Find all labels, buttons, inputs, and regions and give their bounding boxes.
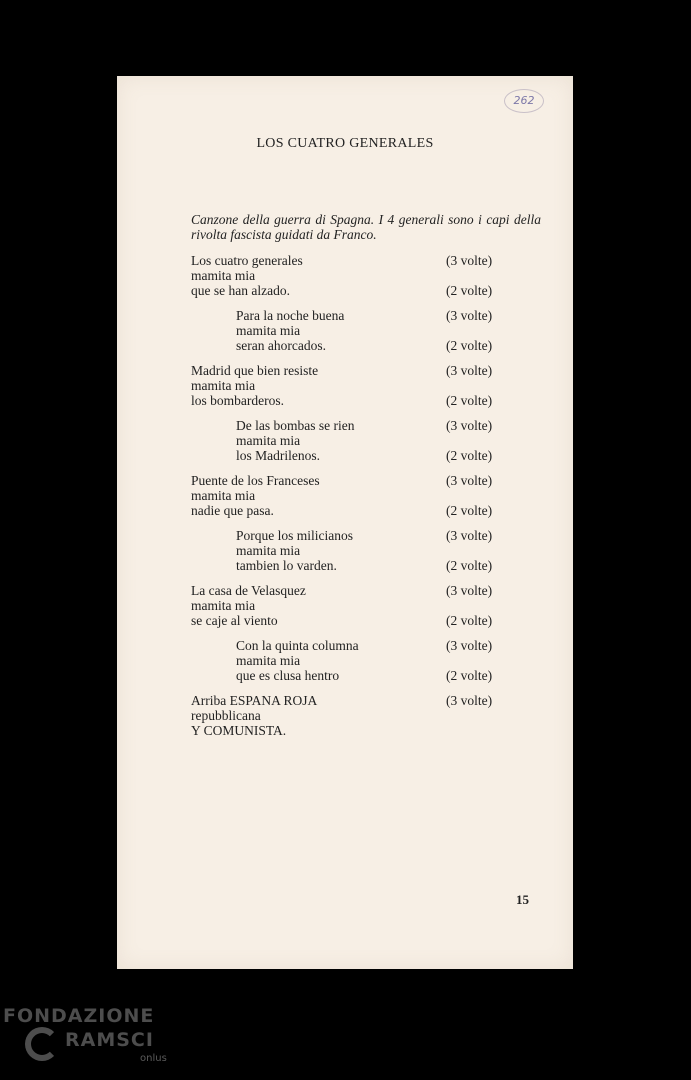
lyric-text: Arriba ESPANA ROJA	[191, 693, 318, 708]
lyric-line	[236, 668, 531, 683]
lyric-line	[236, 323, 531, 338]
lyric-text: Para la noche buena	[236, 308, 345, 323]
page-number: 15	[516, 892, 529, 907]
repeat-count: (2 volte)	[446, 668, 493, 683]
stanza	[191, 418, 531, 463]
lyric-text: mamita mia	[236, 323, 301, 338]
repeat-count: (2 volte)	[446, 503, 493, 518]
lyric-line	[236, 638, 531, 653]
song-title: LOS CUATRO GENERALES	[256, 136, 434, 151]
repeat-count: (2 volte)	[446, 558, 493, 573]
repeat-count: (2 volte)	[446, 283, 493, 298]
lyric-text: mamita mia	[191, 378, 256, 393]
repeat-count: (3 volte)	[446, 308, 493, 323]
lyric-text: seran ahorcados.	[236, 338, 326, 353]
lyric-text: que se han alzado.	[191, 283, 290, 298]
lyric-text: Con la quinta columna	[236, 638, 359, 653]
lyric-text: Puente de los Franceses	[191, 473, 320, 488]
lyric-line	[191, 598, 531, 613]
lyric-text: que es clusa hentro	[236, 668, 340, 683]
lyric-line	[191, 268, 531, 283]
lyric-line	[191, 473, 531, 488]
repeat-count: (3 volte)	[446, 638, 493, 653]
repeat-count: (2 volte)	[446, 393, 493, 408]
lyric-text: Madrid que bien resiste	[191, 363, 319, 378]
lyric-line	[191, 488, 531, 503]
lyric-line	[191, 378, 531, 393]
repeat-count: (3 volte)	[446, 693, 493, 708]
repeat-count: (2 volte)	[446, 613, 493, 628]
lyric-text: Los cuatro generales	[191, 253, 303, 268]
logo-subtitle: onlus	[140, 1053, 167, 1064]
stanza	[191, 528, 531, 573]
document-page	[117, 76, 573, 969]
lyric-text: los bombarderos.	[191, 393, 284, 408]
lyric-line	[236, 308, 531, 323]
lyric-line	[236, 338, 531, 353]
lyric-line	[191, 708, 531, 723]
lyric-text: mamita mia	[191, 268, 256, 283]
lyric-text: mamita mia	[191, 488, 256, 503]
lyric-line	[191, 693, 531, 708]
lyric-text: La casa de Velasquez	[191, 583, 306, 598]
lyric-line	[191, 253, 531, 268]
lyric-line	[191, 503, 531, 518]
lyric-line	[236, 558, 531, 573]
stanza	[191, 253, 531, 298]
lyric-text: Y COMUNISTA.	[191, 723, 287, 738]
fondazione-gramsci-logo	[3, 1005, 173, 1075]
repeat-count: (3 volte)	[446, 528, 493, 543]
stanza	[191, 638, 531, 683]
lyric-line	[236, 653, 531, 668]
lyric-line	[236, 448, 531, 463]
stanza	[191, 473, 531, 518]
lyric-text: tambien lo varden.	[236, 558, 337, 573]
lyric-text: mamita mia	[191, 598, 256, 613]
logo-line1: FONDAZIONE	[3, 1005, 155, 1027]
repeat-count: (3 volte)	[446, 363, 493, 378]
stanza	[191, 363, 531, 408]
stanza	[191, 583, 531, 628]
repeat-count: (2 volte)	[446, 448, 493, 463]
lyric-line	[236, 543, 531, 558]
lyric-line	[191, 583, 531, 598]
lyric-text: mamita mia	[236, 433, 301, 448]
stanza	[191, 308, 531, 353]
lyric-text: se caje al viento	[191, 613, 278, 628]
repeat-count: (3 volte)	[446, 253, 493, 268]
lyric-text: De las bombas se rien	[236, 418, 355, 433]
lyric-line	[236, 528, 531, 543]
lyric-line	[191, 393, 531, 408]
lyric-line	[236, 433, 531, 448]
lyric-text: nadie que pasa.	[191, 503, 274, 518]
repeat-count: (2 volte)	[446, 338, 493, 353]
stanza	[191, 693, 531, 738]
lyric-line	[191, 363, 531, 378]
lyric-text: repubblicana	[191, 708, 261, 723]
lyric-line	[236, 418, 531, 433]
logo-g-icon	[25, 1027, 59, 1061]
lyric-line	[191, 613, 531, 628]
lyric-line	[191, 283, 531, 298]
lyric-text: mamita mia	[236, 543, 301, 558]
archive-number-stamp: 262	[504, 89, 544, 113]
repeat-count: (3 volte)	[446, 418, 493, 433]
repeat-count: (3 volte)	[446, 583, 493, 598]
song-lyrics	[191, 253, 531, 748]
lyric-text: los Madrilenos.	[236, 448, 320, 463]
repeat-count: (3 volte)	[446, 473, 493, 488]
lyric-text: mamita mia	[236, 653, 301, 668]
lyric-text: Porque los milicianos	[236, 528, 353, 543]
intro-text: Canzone della guerra di Spagna. I 4 generali sono i capi della rivolta fascista guidati da Franco.	[191, 212, 541, 242]
lyric-line	[191, 723, 531, 738]
logo-line2: RAMSCI	[65, 1029, 154, 1051]
